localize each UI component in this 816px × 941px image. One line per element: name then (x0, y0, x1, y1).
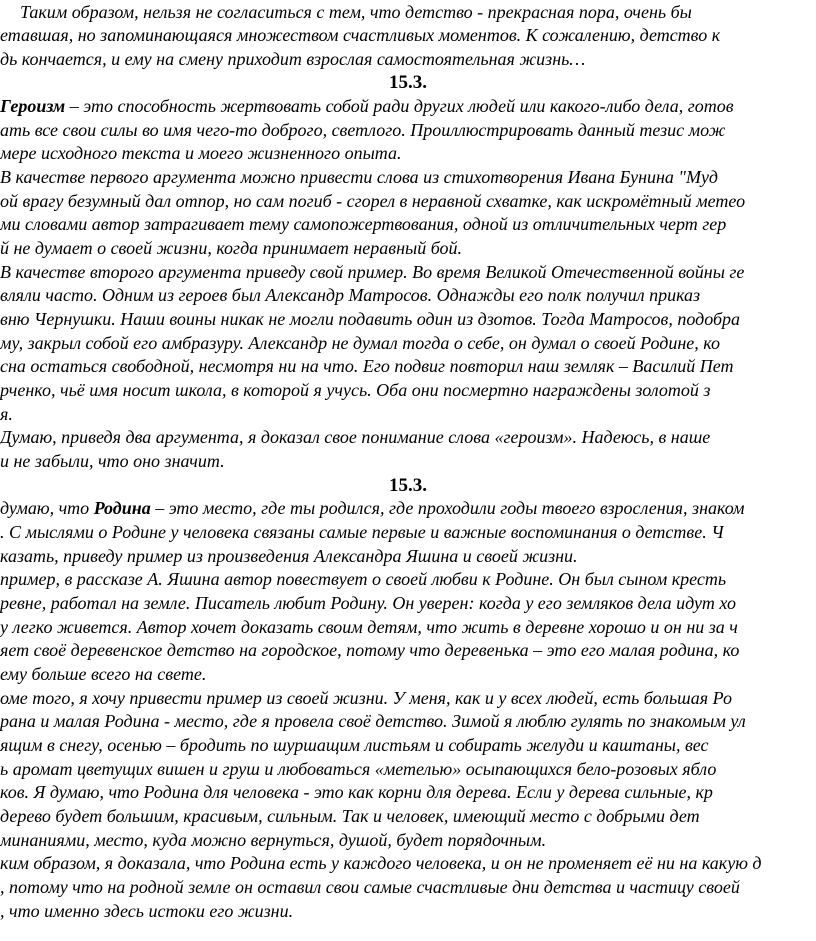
section2-line-13: рченко, чьё имя носит школа, в которой я учусь. Оба они посмертно награждены золотой з (0, 380, 711, 400)
section3-line-7: яет своё деревенское детство на городское, потому что деревенька – это его малая родина, ко (0, 640, 740, 660)
section2-line-10: вню Чернушки. Наши воины никак не могли подавить один из дзотов. Тогда Матросов, подобра (0, 309, 741, 329)
section2-line-16: и не забыли, что оно значит. (0, 451, 225, 471)
section2-line-5: ой врагу безумный дал отпор, но сам погиб - сгорел в неравной схватке, как искромётный метео (0, 191, 746, 211)
section3-line-9: оме того, я хочу привести пример из своей жизни. У меня, как и у всех людей, есть большая Ро (0, 688, 732, 708)
section2-line-3: мере исходного текста и моего жизненного опыта. (0, 143, 402, 163)
section2-line-4: В качестве первого аргумента можно привести слова из стихотворения Ивана Бунина "Муд (0, 167, 719, 187)
section2-line-11: му, закрыл собой его амбразуру. Александр не думал тогда о себе, он думал о своей Родине, ко (0, 333, 721, 353)
section3-line-1 (0, 497, 745, 521)
section1-line-1: Таким образом, нельзя не согласиться с тем, что детство - прекрасная пора, очень бы (20, 2, 692, 22)
section2-line-6: ми словами автор затрагивает тему самопожертвования, одной из отличительных черт гер (0, 214, 727, 234)
section3-line-1-rest: – это место, где ты родился, где проходили годы твоего взросления, знаком (150, 498, 745, 518)
section3-heading: 15.3. (389, 475, 427, 496)
section3-line-17: , потому что на родной земле он оставил свои самые счастливые дни детства и частицу своей (0, 877, 740, 897)
section3-line-11: ящим в снегу, осенью – бродить по шуршащим листьям и собирать желуди и каштаны, вес (0, 735, 709, 755)
section3-line-18: , что именно здесь истоки его жизни. (0, 901, 294, 921)
section3-line-6: у легко живется. Автор хочет доказать своим детям, что жить в деревне хорошо и он ни за ч (0, 617, 738, 637)
section1-line-3: дь кончается, и ему на смену приходит взрослая самостоятельная жизнь… (0, 49, 586, 69)
section3-line-3: казать, приведу пример из произведения Александра Яшина и своей жизни. (0, 546, 578, 566)
section3-line-5: ревне, работал на земле. Писатель любит Родину. Он уверен: когда у его земляков дела идут хо (0, 593, 736, 613)
section3-line-10: рана и малая Родина - место, где я провела своё детство. Зимой я люблю гулять по знакомым ул (0, 711, 746, 731)
section2-line-15: Думаю, приведя два аргумента, я доказал свое понимание слова «героизм». Надеюсь, в наше (0, 427, 711, 447)
section3-line-12: ь аромат цветущих вишен и груш и любоваться «метелью» осыпающихся бело-розовых ябло (0, 759, 717, 779)
section3-line-16: ким образом, я доказала, что Родина есть у каждого человека, и он не променяет её ни на какую д (0, 853, 762, 873)
section3-line-8: ему больше всего на свете. (0, 664, 207, 684)
section2-line-1 (0, 95, 734, 119)
section3-line-15: минаниями, место, куда можно вернуться, душой, будет порядочным. (0, 830, 547, 850)
section3-line-14: дерево будет большим, красивым, сильным. Так и человек, имеющий место с добрыми дет (0, 806, 700, 826)
term-heroism: Героизм (0, 96, 66, 116)
section2-line-7: й не думает о своей жизни, когда принимает неравный бой. (0, 238, 463, 258)
section2-line-14: я. (0, 404, 13, 424)
term-rodina: Родина (93, 498, 151, 518)
section3-line-13: ков. Я думаю, что Родина для человека - это как корни для дерева. Если у дерева сильные, кр (0, 782, 713, 802)
section2-heading: 15.3. (389, 72, 427, 93)
section3-line-4: пример, в рассказе А. Яшина автор повествует о своей любви к Родине. Он был сыном кресть (0, 569, 727, 589)
section3-line-1-prefix: думаю, что (0, 498, 94, 518)
section2-line-9: вляли часто. Одним из героев был Александр Матросов. Однажды его полк получил приказ (0, 285, 701, 305)
section2-line-1-rest: – это способность жертвовать собой ради других людей или какого-либо дела, готов (65, 96, 734, 116)
section2-line-2: ать все свои силы во имя чего-то доброго, светлого. Проиллюстрировать данный тезис мож (0, 120, 726, 140)
section3-line-2: . С мыслями о Родине у человека связаны самые первые и важные воспоминания о детстве. Ч (0, 522, 724, 542)
section1-line-2: етавшая, но запоминающаяся множеством счастливых моментов. К сожалению, детство к (0, 25, 721, 45)
section2-line-12: сна остаться свободной, несмотря ни на что. Его подвиг повторил наш земляк – Василий Пет (0, 356, 734, 376)
section2-line-8: В качестве второго аргумента приведу свой пример. Во время Великой Отечественной войны ге (0, 262, 745, 282)
